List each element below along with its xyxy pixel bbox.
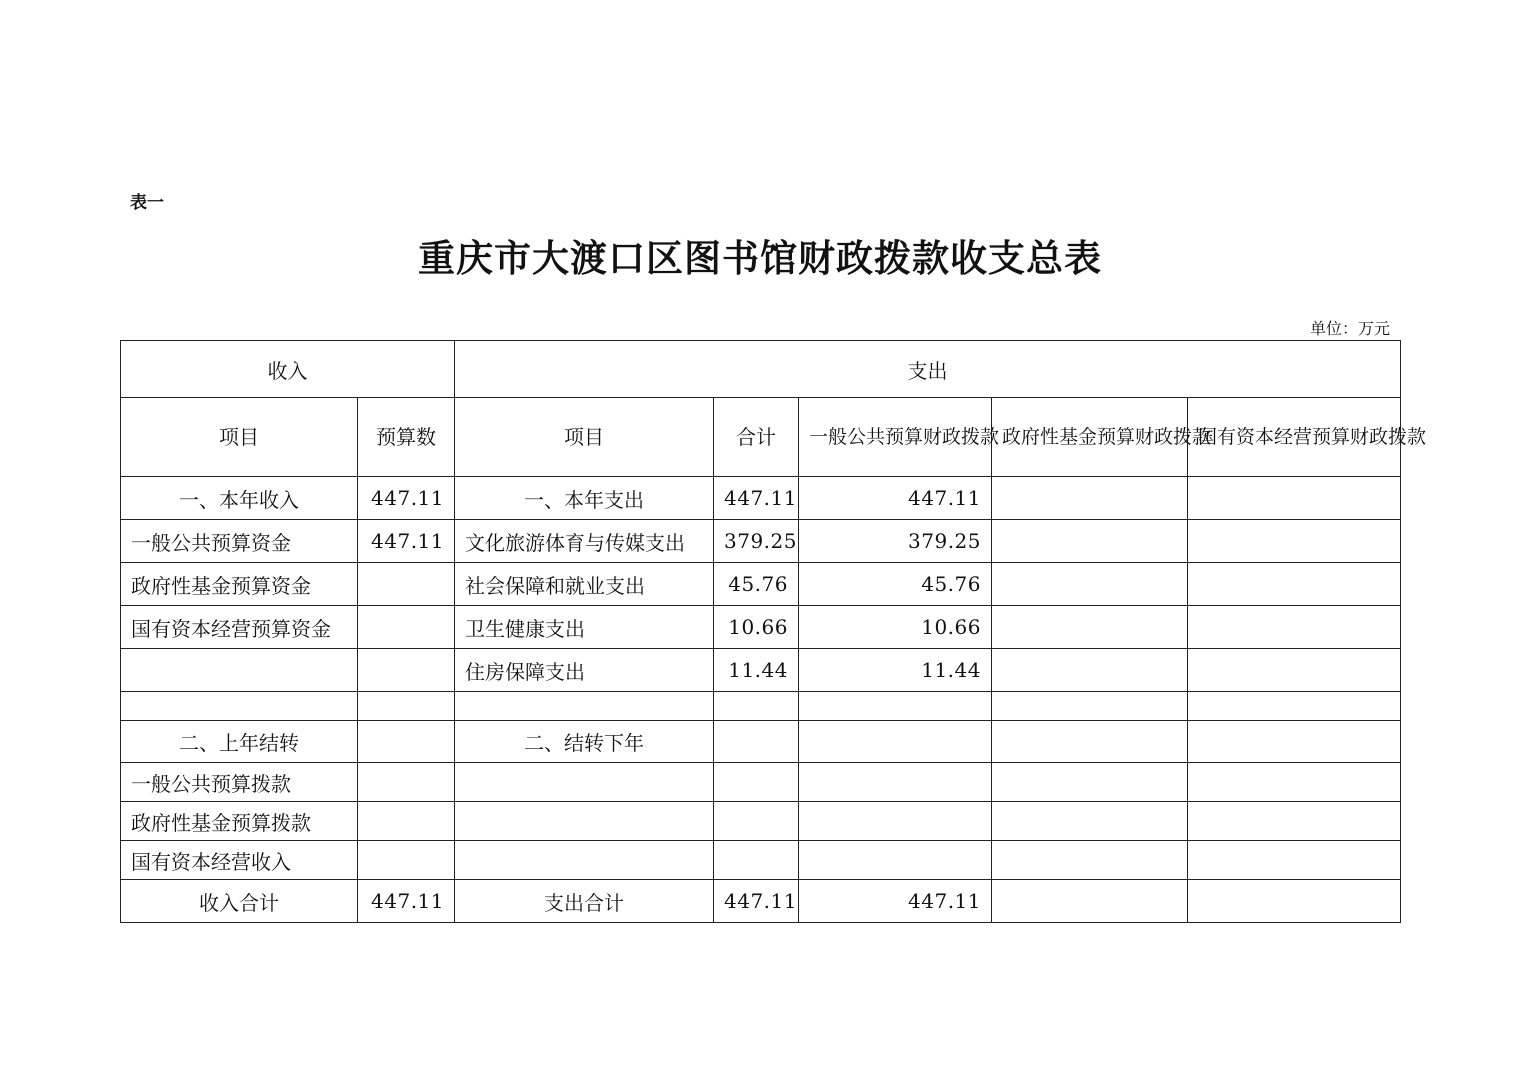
expense-total-cell [714,763,799,802]
table-row [121,802,1401,841]
general-budget-cell [799,692,992,721]
income-header: 收入 [121,341,455,398]
expense-total-header: 合计 [714,398,799,477]
table-row [121,880,1401,923]
general-budget-header: 一般公共预算财政拨款 [799,398,992,477]
expense-item-cell [455,841,714,880]
expense-total-cell [714,692,799,721]
expense-item-cell: 一、本年支出 [455,477,714,520]
general-budget-cell: 10.66 [799,606,992,649]
expense-total-cell: 447.11 [714,880,799,923]
expense-item-cell: 支出合计 [455,880,714,923]
income-budget-cell: 447.11 [358,477,455,520]
income-budget-cell [358,802,455,841]
expense-item-header: 项目 [455,398,714,477]
fund-budget-header: 政府性基金预算财政拨款 [992,398,1188,477]
income-budget-cell [358,721,455,763]
income-budget-cell [358,763,455,802]
general-budget-cell [799,763,992,802]
expense-item-cell: 二、结转下年 [455,721,714,763]
fund-budget-cell [992,841,1188,880]
unit-label: 单位：万元 [1309,319,1390,338]
expense-total-cell: 45.76 [714,563,799,606]
expense-item-cell [455,763,714,802]
table-row [121,763,1401,802]
income-item-cell: 二、上年结转 [121,721,358,763]
income-budget-cell [358,606,455,649]
fund-budget-cell [992,763,1188,802]
expense-total-cell: 447.11 [714,477,799,520]
income-item-cell: 国有资本经营收入 [121,841,358,880]
state-capital-cell [1188,880,1401,923]
expense-item-cell: 社会保障和就业支出 [455,563,714,606]
general-budget-cell [799,841,992,880]
table-row [121,692,1401,721]
expense-total-cell: 10.66 [714,606,799,649]
income-budget-header: 预算数 [358,398,455,477]
income-item-cell [121,692,358,721]
income-budget-cell [358,692,455,721]
table-row [121,606,1401,649]
expense-total-cell: 379.25 [714,520,799,563]
table-row [121,477,1401,520]
table-row [121,721,1401,763]
fund-budget-cell [992,520,1188,563]
state-capital-cell [1188,802,1401,841]
fund-budget-cell [992,880,1188,923]
income-budget-cell [358,649,455,692]
income-budget-cell [358,841,455,880]
income-item-cell [121,649,358,692]
income-budget-cell: 447.11 [358,520,455,563]
expense-header: 支出 [455,341,1401,398]
budget-table [120,340,1427,923]
fund-budget-cell [992,606,1188,649]
general-budget-cell: 447.11 [799,477,992,520]
general-budget-cell: 447.11 [799,880,992,923]
header-row-sub [121,398,1401,477]
table-label: 表一 [130,193,164,213]
income-item-cell: 一般公共预算拨款 [121,763,358,802]
state-capital-header: 国有资本经营预算财政拨款 [1188,398,1401,477]
expense-total-cell: 11.44 [714,649,799,692]
table-row [121,563,1401,606]
income-item-cell: 一、本年收入 [121,477,358,520]
expense-total-cell [714,841,799,880]
fund-budget-cell [992,692,1188,721]
fund-budget-cell [992,649,1188,692]
income-item-cell: 国有资本经营预算资金 [121,606,358,649]
table-row [121,649,1401,692]
state-capital-cell [1188,520,1401,563]
state-capital-cell [1188,763,1401,802]
income-item-cell: 收入合计 [121,880,358,923]
expense-total-cell [714,721,799,763]
fund-budget-cell [992,802,1188,841]
income-budget-cell: 447.11 [358,880,455,923]
state-capital-cell [1188,477,1401,520]
state-capital-cell [1188,606,1401,649]
general-budget-cell [799,802,992,841]
expense-item-cell: 住房保障支出 [455,649,714,692]
fund-budget-cell [992,721,1188,763]
fund-budget-cell [992,477,1188,520]
general-budget-cell [799,721,992,763]
state-capital-cell [1188,841,1401,880]
general-budget-cell: 379.25 [799,520,992,563]
expense-item-cell [455,692,714,721]
income-budget-cell [358,563,455,606]
income-item-cell: 一般公共预算资金 [121,520,358,563]
expense-item-cell: 卫生健康支出 [455,606,714,649]
table-row [121,520,1401,563]
expense-item-cell [455,802,714,841]
general-budget-cell: 11.44 [799,649,992,692]
page-title: 重庆市大渡口区图书馆财政拨款收支总表 [418,236,1102,280]
state-capital-cell [1188,721,1401,763]
expense-total-cell [714,802,799,841]
general-budget-cell: 45.76 [799,563,992,606]
fund-budget-cell [992,563,1188,606]
state-capital-cell [1188,692,1401,721]
state-capital-cell [1188,563,1401,606]
expense-item-cell: 文化旅游体育与传媒支出 [455,520,714,563]
table-row [121,841,1401,880]
income-item-cell: 政府性基金预算资金 [121,563,358,606]
header-row-main [121,341,1401,398]
income-item-header: 项目 [121,398,358,477]
state-capital-cell [1188,649,1401,692]
income-item-cell: 政府性基金预算拨款 [121,802,358,841]
